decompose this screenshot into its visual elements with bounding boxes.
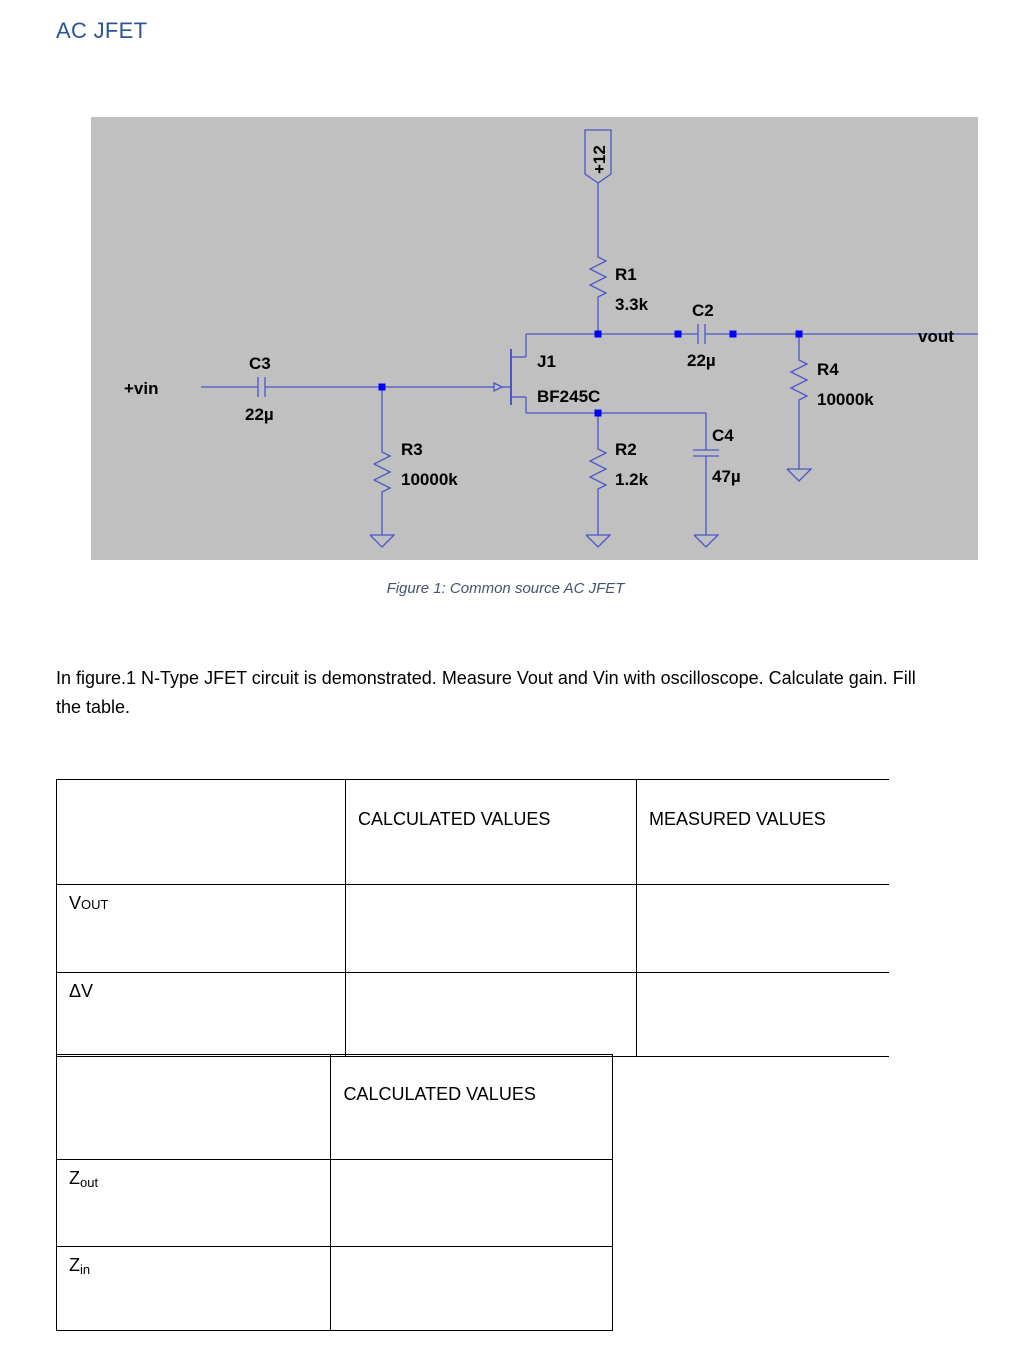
output-label: vout	[918, 327, 954, 346]
c3-ref: C3	[249, 354, 271, 373]
r1-ref: R1	[615, 265, 637, 284]
row-label-delta-v: ΔV	[57, 973, 346, 1057]
r2-ref: R2	[615, 440, 637, 459]
table-row	[57, 885, 890, 973]
cell-vout-measured[interactable]	[637, 885, 890, 973]
table-row	[57, 1160, 613, 1247]
j1-ref: J1	[537, 352, 556, 371]
voltage-table	[56, 779, 889, 1057]
table-row	[57, 1247, 613, 1331]
instructions-text: In figure.1 N-Type JFET circuit is demonstrated. Measure Vout and Vin with oscilloscope. Calculate gain. Fill the table.	[56, 668, 916, 717]
cell-zout-calculated[interactable]	[331, 1160, 613, 1247]
r3-value: 10000k	[401, 470, 458, 489]
c4-value: 47µ	[712, 467, 741, 486]
supply-label: +12	[590, 145, 609, 174]
j1-value: BF245C	[537, 387, 601, 406]
row-label-vout: VOUT	[57, 885, 346, 973]
table-row	[57, 973, 890, 1057]
cell-delta-v-calculated[interactable]	[346, 973, 637, 1057]
header-calculated: CALCULATED VALUES	[331, 1055, 613, 1160]
c2-ref: C2	[692, 301, 714, 320]
impedance-table	[56, 1054, 613, 1331]
r4-value: 10000k	[817, 390, 874, 409]
figure-caption: Figure 1: Common source AC JFET	[386, 580, 625, 597]
cell-zin-calculated[interactable]	[331, 1247, 613, 1331]
c4-ref: C4	[712, 426, 734, 445]
header-cell-empty	[57, 780, 346, 885]
r4-ref: R4	[817, 360, 839, 379]
r2-value: 1.2k	[615, 470, 649, 489]
c2-value: 22µ	[687, 351, 716, 370]
table-header-row	[57, 780, 890, 885]
circuit-schematic	[91, 117, 978, 560]
cell-vout-calculated[interactable]	[346, 885, 637, 973]
schematic-background	[91, 117, 978, 560]
header-calculated: CALCULATED VALUES	[346, 780, 637, 885]
page-title: AC JFET	[56, 18, 148, 43]
input-label: +vin	[124, 379, 159, 398]
table-header-row	[57, 1055, 613, 1160]
row-label-zin: $Z_{in}$	[57, 1247, 331, 1331]
r3-ref: R3	[401, 440, 423, 459]
row-label-zout: $Z_{out}$	[57, 1160, 331, 1247]
c3-value: 22µ	[245, 405, 274, 424]
header-cell-empty	[57, 1055, 331, 1160]
cell-delta-v-measured[interactable]	[637, 973, 890, 1057]
header-measured: MEASURED VALUES	[637, 780, 890, 885]
r1-value: 3.3k	[615, 295, 649, 314]
